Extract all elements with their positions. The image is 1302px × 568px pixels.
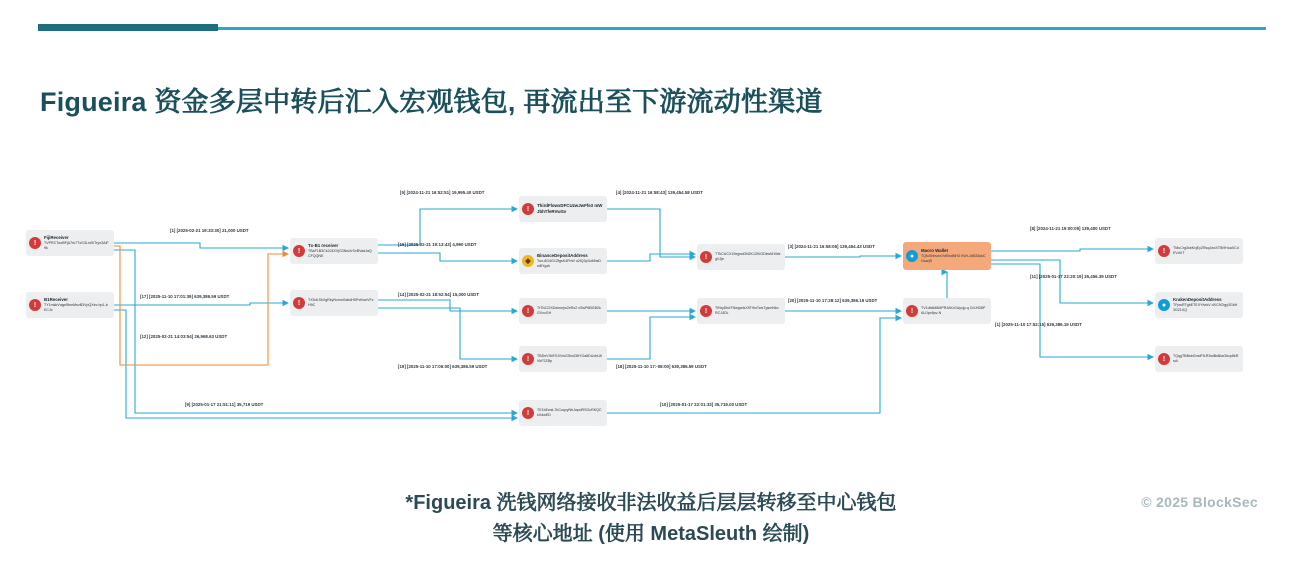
node-label [537,408,603,418]
copyright: © 2025 BlockSec [1141,494,1258,510]
edge-label-edge-third-to-mid5: [4] [2024-11-21 16:58:43] 139,454.58 USDT [616,190,703,195]
node-intermediate-addr-6[interactable] [697,298,785,324]
edge-label-edge-mid6-to-premacro: [20] [2025-11-10 17:28:12] 639,386.19 USDT [788,298,878,303]
alert-icon: ! [29,299,41,311]
node-title: Tx-B1 receiver [308,243,339,249]
edge-label-edge-mid1-to-mid3: [19] [2025-11-10 17:06:00] 639,386.59 USDT [398,364,488,369]
node-address: TrTbZJ2XDxknejm2eRz2 xSwP6BGB2kGVxvGH [537,306,601,315]
node-title: ThirdFlowxDFCUzwJwFfe3 mWJbhTfeRVwSv [537,203,603,214]
node-label [537,253,603,269]
node-address: Tun-8G4G1ZfgsK4FhW u2tQ3p3uMhsDwBYgzk [537,259,601,268]
edge-label-edge-macro-to-down1: [8] [2024-11-21 19:00:09] 139,400 USDT [1030,226,1111,231]
node-intermediate-addr-4[interactable] [519,400,607,426]
node-title: KrakenDepositAddress [1173,297,1222,303]
edge-label-edge-macro-to-kraken: [11] [2025-01-17 22:20:19] 35,456.39 USDT [1030,274,1117,279]
alert-icon: ! [700,305,712,317]
node-label [537,203,603,215]
edge-label-edge-fiji-to-bottom: [9] [2025-01-17 21:51:11] 35,719 USDT [185,402,264,407]
alert-icon: ! [522,203,534,215]
alert-icon: ! [29,237,41,249]
flow-diagram [0,150,1302,470]
caption-line-1: *Figueira 洗钱网络接收非法收益后层层转移至中心钱包 [405,492,897,514]
node-label [1173,297,1239,313]
node-address: TV1dbkM8MPRJAKrGAyxjp-q Gr1HD8PAUJpv8pv-N [921,306,986,315]
node-intermediate-addr-3[interactable] [519,346,607,372]
alert-icon: ! [906,305,918,317]
node-tx-b1-receiver[interactable] [290,238,378,264]
node-title: Macro Wallet [921,248,948,254]
alert-icon: ! [522,407,534,419]
exchange-icon: ◆ [522,255,534,267]
node-label [308,298,374,308]
wallet-icon: ● [1158,299,1170,311]
edge-label-edge-txb1-to-third: [5] [2024-11-21 16:52:51] 19,995.40 USDT [400,190,485,195]
node-address: TX5dLSkVgRkyNvmnGakdH5PxKweVFzH9C [308,298,374,307]
node-label [308,243,374,259]
header-rule [38,27,1266,30]
edge-label-edge-mid1-to-mid2: [14] [2025-02-21 18:52:54] 15,000 USDT [398,292,480,297]
node-address: TFpwRTgbETEXYfvrkV dXC9Ctgy3GkH3G21XQ [1173,303,1238,312]
edge-label-edge-fiji-to-txb1: [1] [2025-02-21 19:33:30] 21,000 USDT [170,228,249,233]
node-title: BinanceDepositAddress [537,253,588,259]
node-label [715,306,781,316]
node-address: TMuCrg3sbKxjEy2RsqJwcXTBHHuaXCdEVdXT [1173,246,1239,255]
node-address: TfNryDbdTNwgxdsX9T9mTwsTgsmNbvRCJ4DL [715,306,779,315]
alert-icon: ! [1158,245,1170,257]
edge-lines [0,150,1302,470]
node-binance-deposit-address-1[interactable] [519,248,607,274]
edge-label-edge-mid3-to-mid6: [18] [2025-11-10 17:-08:00] 639,386.59 USDT [616,364,707,369]
alert-icon: ! [522,353,534,365]
edge-label-edge-mid5-to-macro: [3] [2024-11-21 16:58:06] 139,454.43 USDT [788,244,875,249]
node-address: TE1bEwsL7bCoqvyNbJwpdRSGcRKQCkXdwED [537,408,602,417]
edge-label-edge-b1-to-txb1: [12] [2025-02-21 14:03:54] 26,968.63 USDT [140,334,228,339]
node-label [1173,354,1239,364]
node-intermediate-addr-1[interactable] [290,290,378,316]
node-address: TQqgTBBsbGmdFfLR3wiBsBtaGbcp8kRsdi [1173,354,1239,363]
node-downstream-addr-1[interactable] [1155,238,1243,264]
node-label [1173,246,1239,256]
node-address: TBDeV3bFGXVwGSnsDBYGa8DUobUKVkF2ZBp [537,354,603,363]
node-label [44,235,110,251]
node-label [921,306,987,316]
node-intermediate-addr-2[interactable] [519,298,607,324]
node-downstream-addr-2[interactable] [1155,346,1243,372]
node-kraken-deposit-address[interactable] [1155,292,1243,318]
node-address: TVPRCTwd9FjA7rk7TxG3LmSiTryn3AiF9k [44,241,109,250]
figure-caption [0,488,1302,550]
node-address: TQfuShbvwr1VrBndNH3 KWr-JdS83skCGsarjS [921,254,986,263]
node-intermediate-addr-5[interactable] [697,244,785,270]
edge-label-edge-bottom-to-right: [10] [2025-01-17 22:01:33] 35,719.03 USDT [660,402,748,407]
node-fiji-receiver[interactable] [26,230,114,256]
node-third-flow-addr[interactable] [519,196,607,222]
alert-icon: ! [522,305,534,317]
node-address: TTkCUCX19egwd3N2K1ZKiGDkwM1WagVJje [715,252,781,261]
caption-line-2: 等核心地址 (使用 MetaSleuth 绘制) [492,523,810,545]
node-label [921,248,987,264]
node-label [537,354,603,364]
alert-icon: ! [1158,353,1170,365]
node-title: B1Receiver [44,297,68,303]
node-address: TY1mkkVwge5bmMsvB3VpQXec bp1-bECJx [44,303,108,312]
node-label [715,252,781,262]
node-b-receiver[interactable] [26,292,114,318]
edge-label-edge-b1-to-mid1: [17] [2025-11-10 17:01:39] 639,386.59 USDT [140,294,230,299]
node-title: FijiReceiver [44,235,69,241]
node-macro-wallet[interactable] [903,242,991,270]
page-title: Figueira 资金多层中转后汇入宏观钱包, 再流出至下游流动性渠道 [40,87,823,118]
node-address: TBaF1B3Ck2J4XVjG3NwXrSvBVadJaQCFQQNE [308,249,372,258]
alert-icon: ! [293,245,305,257]
alert-icon: ! [293,297,305,309]
alert-icon: ! [700,251,712,263]
edge-label-edge-txb1-to-binance: [16] [2025-02-21 19:13:43] 4,990 USDT [398,242,477,247]
node-label [44,297,110,313]
node-label [537,306,603,316]
wallet-icon: ● [906,250,918,262]
edge-label-edge-premacro-to-macro: [1] [2025-11-10 17:52:15] 639,386.19 USDT [995,322,1082,327]
node-pre-macro-addr[interactable] [903,298,991,324]
header-rule-accent [38,24,218,31]
